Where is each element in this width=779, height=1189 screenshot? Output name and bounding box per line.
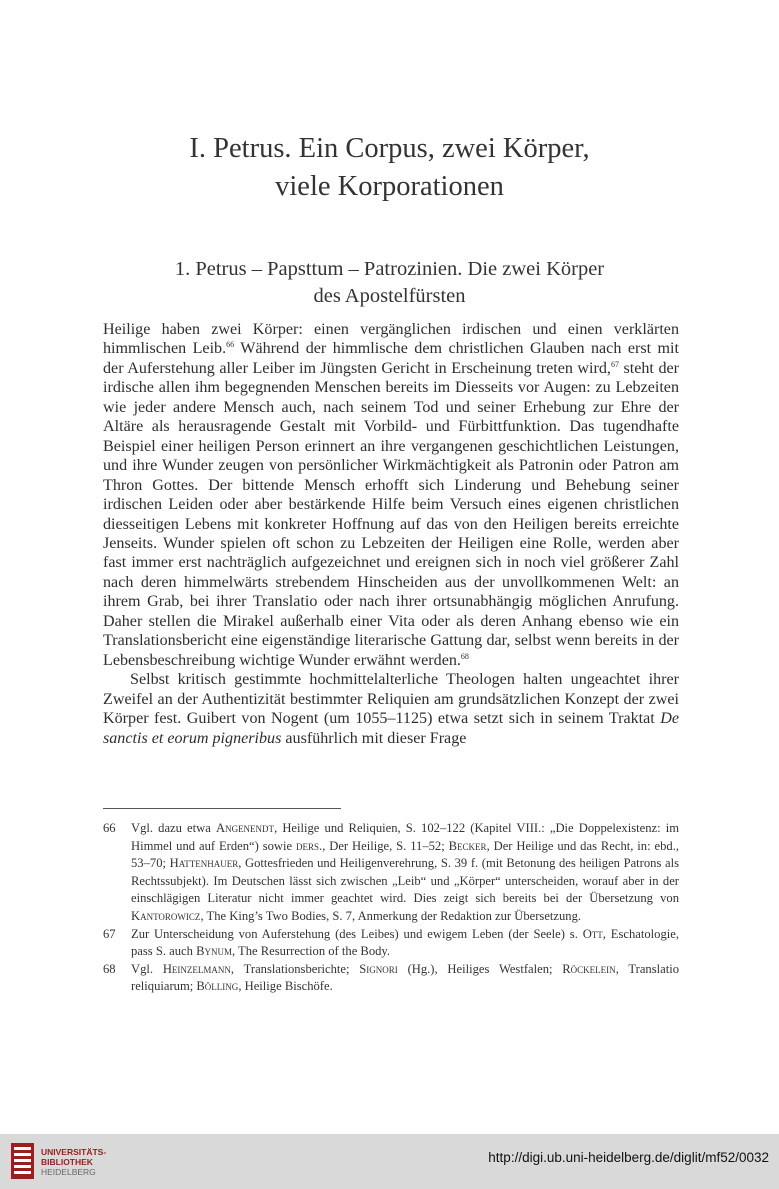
- footnote-text-part: , Gottesfrieden und Heiligenverehrung, S. 39 f. (mit Betonung des heiligen Patrons als Rechtssubjekt). Im Deutschen lässt sich zwischen „Leib“ und „Körper“ unterscheiden, worauf aber in der einschlägigen Literatur nicht immer geachtet wird. Dies zeigt sich bereits bei der Übersetzung von: [131, 856, 679, 906]
- author-name: Röckelein: [562, 961, 616, 976]
- author-name: Becker: [448, 838, 487, 853]
- footnote-text-part: , Eschatologie, pass S. auch: [131, 926, 679, 959]
- footnote-68: [103, 961, 679, 996]
- footnote-text-part: , Der Heilige, S. 11–52;: [322, 838, 449, 853]
- footnote-text-part: Zur Unterscheidung von Auferstehung (des Leibes) und ewigem Leben (der Seele) s.: [131, 926, 583, 941]
- section-title-line-1: 1. Petrus – Papsttum – Patrozinien. Die zwei Körper: [174, 258, 605, 280]
- footnote-text-part: Vgl. dazu etwa: [131, 821, 216, 835]
- footnote-text-part: , Der Heilige und das Recht, in: ebd., 53–70;: [131, 838, 679, 871]
- library-name-line-3: HEIDELBERG: [41, 1167, 96, 1177]
- author-name: Bynum: [196, 944, 232, 959]
- footnote-text-part: , The King’s Two Bodies, S. 7, Anmerkung der Redaktion zur Übersetzung.: [200, 908, 582, 923]
- author-name: Angenendt: [215, 821, 275, 835]
- footnotes: [103, 820, 679, 996]
- author-name: ders.: [296, 838, 323, 853]
- footnote-number: 67: [103, 926, 116, 941]
- footnote-text-part: , The Resurrection of the Body.: [231, 944, 391, 959]
- paragraph-2-part-2: ausführlich mit dieser Frage: [281, 729, 467, 747]
- section-title: [60, 256, 719, 310]
- author-name: Ott: [582, 926, 603, 941]
- body-text: [103, 320, 679, 748]
- footnote-67: [103, 926, 679, 961]
- footnote-text: [131, 820, 679, 926]
- footnote-text-part: , Translatio reliquiarum;: [131, 961, 680, 994]
- footnote-divider: [103, 808, 341, 809]
- chapter-title-line-2: viele Korporationen: [275, 171, 504, 202]
- author-name: Heinzelmann: [162, 961, 231, 976]
- footnote-text: [131, 961, 679, 996]
- footnote-text-part: , Heilige und Reliquien, S. 102–122 (Kapitel VIII.: „Die Doppelexistenz: im Himmel und auf Erden“) sowie: [131, 821, 680, 853]
- footnote-ref-68[interactable]: 68: [460, 651, 469, 661]
- footnote-ref-67[interactable]: 67: [610, 359, 619, 369]
- author-name: Bölling: [196, 979, 239, 994]
- footnote-ref-66[interactable]: 66: [226, 340, 235, 350]
- paragraph-1-part-2: Während der himmlische dem christlichen Glauben nach erst mit der Auferstehung aller Leiber im Jüngsten Gericht in Erscheinung treten wird,: [103, 340, 679, 377]
- chapter-title: [60, 130, 719, 206]
- library-name[interactable]: [41, 1147, 141, 1177]
- university-library-logo-icon[interactable]: [10, 1142, 35, 1180]
- footnote-66: [103, 820, 679, 926]
- author-name: Signori: [359, 961, 398, 976]
- footnote-text-part: , Heilige Bischöfe.: [238, 979, 333, 994]
- treatise-title: De sanctis et eorum pigneribus: [103, 710, 679, 747]
- footnote-text-part: (Hg.), Heiliges Westfalen;: [397, 961, 563, 976]
- permalink-url[interactable]: http://digi.ub.uni-heidelberg.de/diglit/mf52/0032: [488, 1150, 769, 1165]
- author-name: Hattenhauer: [169, 856, 239, 871]
- paragraph-2: [103, 670, 679, 748]
- footnote-text-part: Vgl.: [131, 961, 163, 976]
- footnote-number: 66: [103, 821, 116, 835]
- author-name: Kantorowicz: [131, 908, 201, 923]
- paragraph-1-part-3: steht der irdische allen ihm begegnenden Menschen bereits im Diesseits vor Augen: zu Lebzeiten wie jeder andere Mensch auch, nach seinem Tod und seiner Erhebung zur Ehre der Altäre als herausragende Gestalt mit Vorbild- und Fürbittfunktion. Das tugendhafte Beispiel einer heiligen Person erinnert an ihre vergangenen geschichtlichen Leistungen, und ihre Wunder zeugen von persönlicher Wirkmächtigkeit als Patronin oder Patron am Thron Gottes. Der bittende Mensch erhofft sich Linderung und Behebung seiner irdischen Leiden oder aber bestärkende Hilfe beim Versuch eines eigenen christlichen diesseitigen Lebens mit konkreter Hoffnung auf das von den Heiligen bereits erreichte Jenseits. Wunder spielen oft schon zu Lebzeiten der Heiligen eine Rolle, werden aber fast immer erst nachträglich aufgezeichnet und ereignen sich in noch viel größerer Zahl nach deren himmelwärts strebendem Hinscheiden aus der unvollkommenen Welt: an ihrem Grab, bei ihrer Translatio oder nach ihrer ortsunabhängig möglichen Anrufung. Daher stellen die Mirakel außerhalb einer Vita oder als deren Anhang ebenso wie ein Translationsbericht eine eigenständige literarische Gattung dar, selbst wenn bereits in der Lebensbeschreibung wichtige Wunder erwähnt werden.: [103, 359, 679, 669]
- section-title-line-2: des Apostelfürsten: [313, 285, 466, 307]
- library-name-line-1: UNIVERSITÄTS-: [41, 1147, 107, 1157]
- chapter-title-line-1: I. Petrus. Ein Corpus, zwei Körper,: [189, 133, 590, 164]
- paragraph-1-part-1: Heilige haben zwei Körper: einen vergänglichen irdischen und einen verklärten himmlischen Leib.: [103, 321, 679, 358]
- paragraph-1: [103, 320, 679, 670]
- viewer-footer-bar: [0, 1134, 779, 1189]
- footnote-text-part: , Translationsberichte;: [230, 961, 360, 976]
- library-name-line-2: BIBLIOTHEK: [41, 1157, 93, 1167]
- footnote-number: 68: [103, 961, 116, 976]
- paragraph-2-part-1: Selbst kritisch gestimmte hochmittelalterliche Theologen halten ungeachtet ihrer Zweifel an der Authentizität bestimmter Reliquien am grundsätzlichen Konzept der zwei Körper fest. Guibert von Nogent (um 1055–1125) etwa setzt sich in seinem Traktat: [103, 671, 679, 728]
- footnote-text: [131, 926, 679, 961]
